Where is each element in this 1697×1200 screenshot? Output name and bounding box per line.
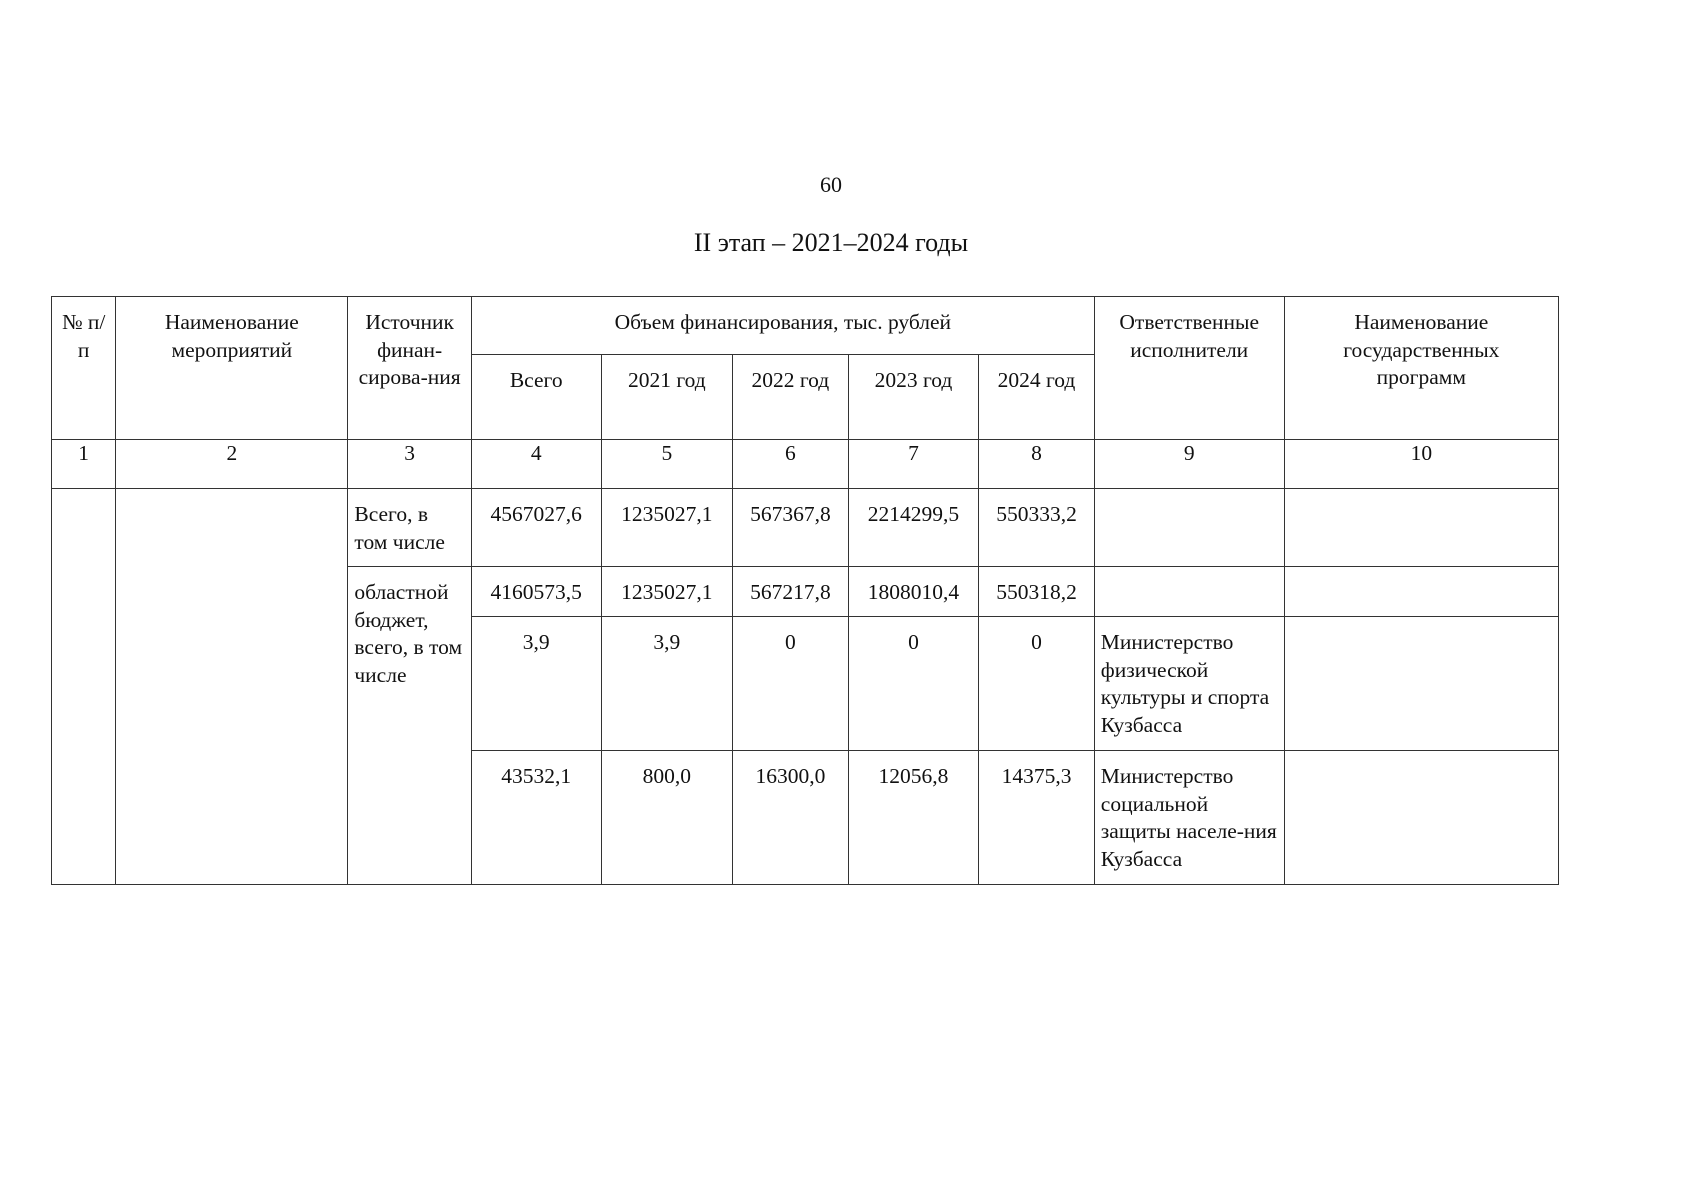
column-number: 4 — [471, 440, 601, 489]
y2023-cell: 12056,8 — [848, 751, 979, 885]
y2021-cell: 3,9 — [601, 617, 733, 751]
source-cell: Всего, в том числе — [348, 489, 472, 567]
executor-cell — [1094, 489, 1284, 567]
y2024-cell: 14375,3 — [979, 751, 1095, 885]
y2022-cell: 567367,8 — [733, 489, 849, 567]
total-cell: 3,9 — [471, 617, 601, 751]
column-number: 10 — [1284, 440, 1558, 489]
column-number: 2 — [116, 440, 348, 489]
header-name: Наименование мероприятий — [116, 297, 348, 440]
y2023-cell: 2214299,5 — [848, 489, 979, 567]
y2024-cell: 0 — [979, 617, 1095, 751]
column-number: 8 — [979, 440, 1095, 489]
stage-title: II этап – 2021–2024 годы — [693, 228, 969, 257]
y2021-cell: 1235027,1 — [601, 567, 733, 617]
column-number: 6 — [733, 440, 849, 489]
column-number: 1 — [52, 440, 116, 489]
column-number: 9 — [1094, 440, 1284, 489]
column-number: 5 — [601, 440, 733, 489]
header-volume: Объем финансирования, тыс. рублей — [471, 297, 1094, 355]
executor-cell: Министерство социальной защиты населе-ния Кузбасса — [1094, 751, 1284, 885]
y2023-cell: 1808010,4 — [848, 567, 979, 617]
column-number: 7 — [848, 440, 979, 489]
column-number: 3 — [348, 440, 472, 489]
header-2023: 2023 год — [848, 355, 979, 440]
header-2022: 2022 год — [733, 355, 849, 440]
y2024-cell: 550318,2 — [979, 567, 1095, 617]
program-cell — [1284, 617, 1558, 751]
total-cell: 4160573,5 — [471, 567, 601, 617]
header-num: № п/п — [52, 297, 116, 440]
y2021-cell: 1235027,1 — [601, 489, 733, 567]
program-cell — [1284, 751, 1558, 885]
y2024-cell: 550333,2 — [979, 489, 1095, 567]
header-programs: Наименование государственных программ — [1284, 297, 1558, 440]
total-cell: 4567027,6 — [471, 489, 601, 567]
header-2024: 2024 год — [979, 355, 1095, 440]
row-num-cell — [52, 489, 116, 885]
y2023-cell: 0 — [848, 617, 979, 751]
program-cell — [1284, 567, 1558, 617]
header-total: Всего — [471, 355, 601, 440]
row-name-cell — [116, 489, 348, 885]
y2021-cell: 800,0 — [601, 751, 733, 885]
y2022-cell: 0 — [733, 617, 849, 751]
executor-cell: Министерство физической культуры и спорта Кузбасса — [1094, 617, 1284, 751]
column-numbers-row — [52, 440, 1559, 489]
table-row — [52, 489, 1559, 567]
y2022-cell: 567217,8 — [733, 567, 849, 617]
y2022-cell: 16300,0 — [733, 751, 849, 885]
source-cell: областной бюджет, всего, в том числе — [348, 567, 472, 885]
header-source: Источник финан-сирова-ния — [348, 297, 472, 440]
executor-cell — [1094, 567, 1284, 617]
program-cell — [1284, 489, 1558, 567]
total-cell: 43532,1 — [471, 751, 601, 885]
page-number: 60 — [820, 172, 842, 197]
header-executors: Ответственные исполнители — [1094, 297, 1284, 440]
header-row-1 — [52, 297, 1559, 355]
financing-table — [51, 296, 1559, 885]
header-2021: 2021 год — [601, 355, 733, 440]
